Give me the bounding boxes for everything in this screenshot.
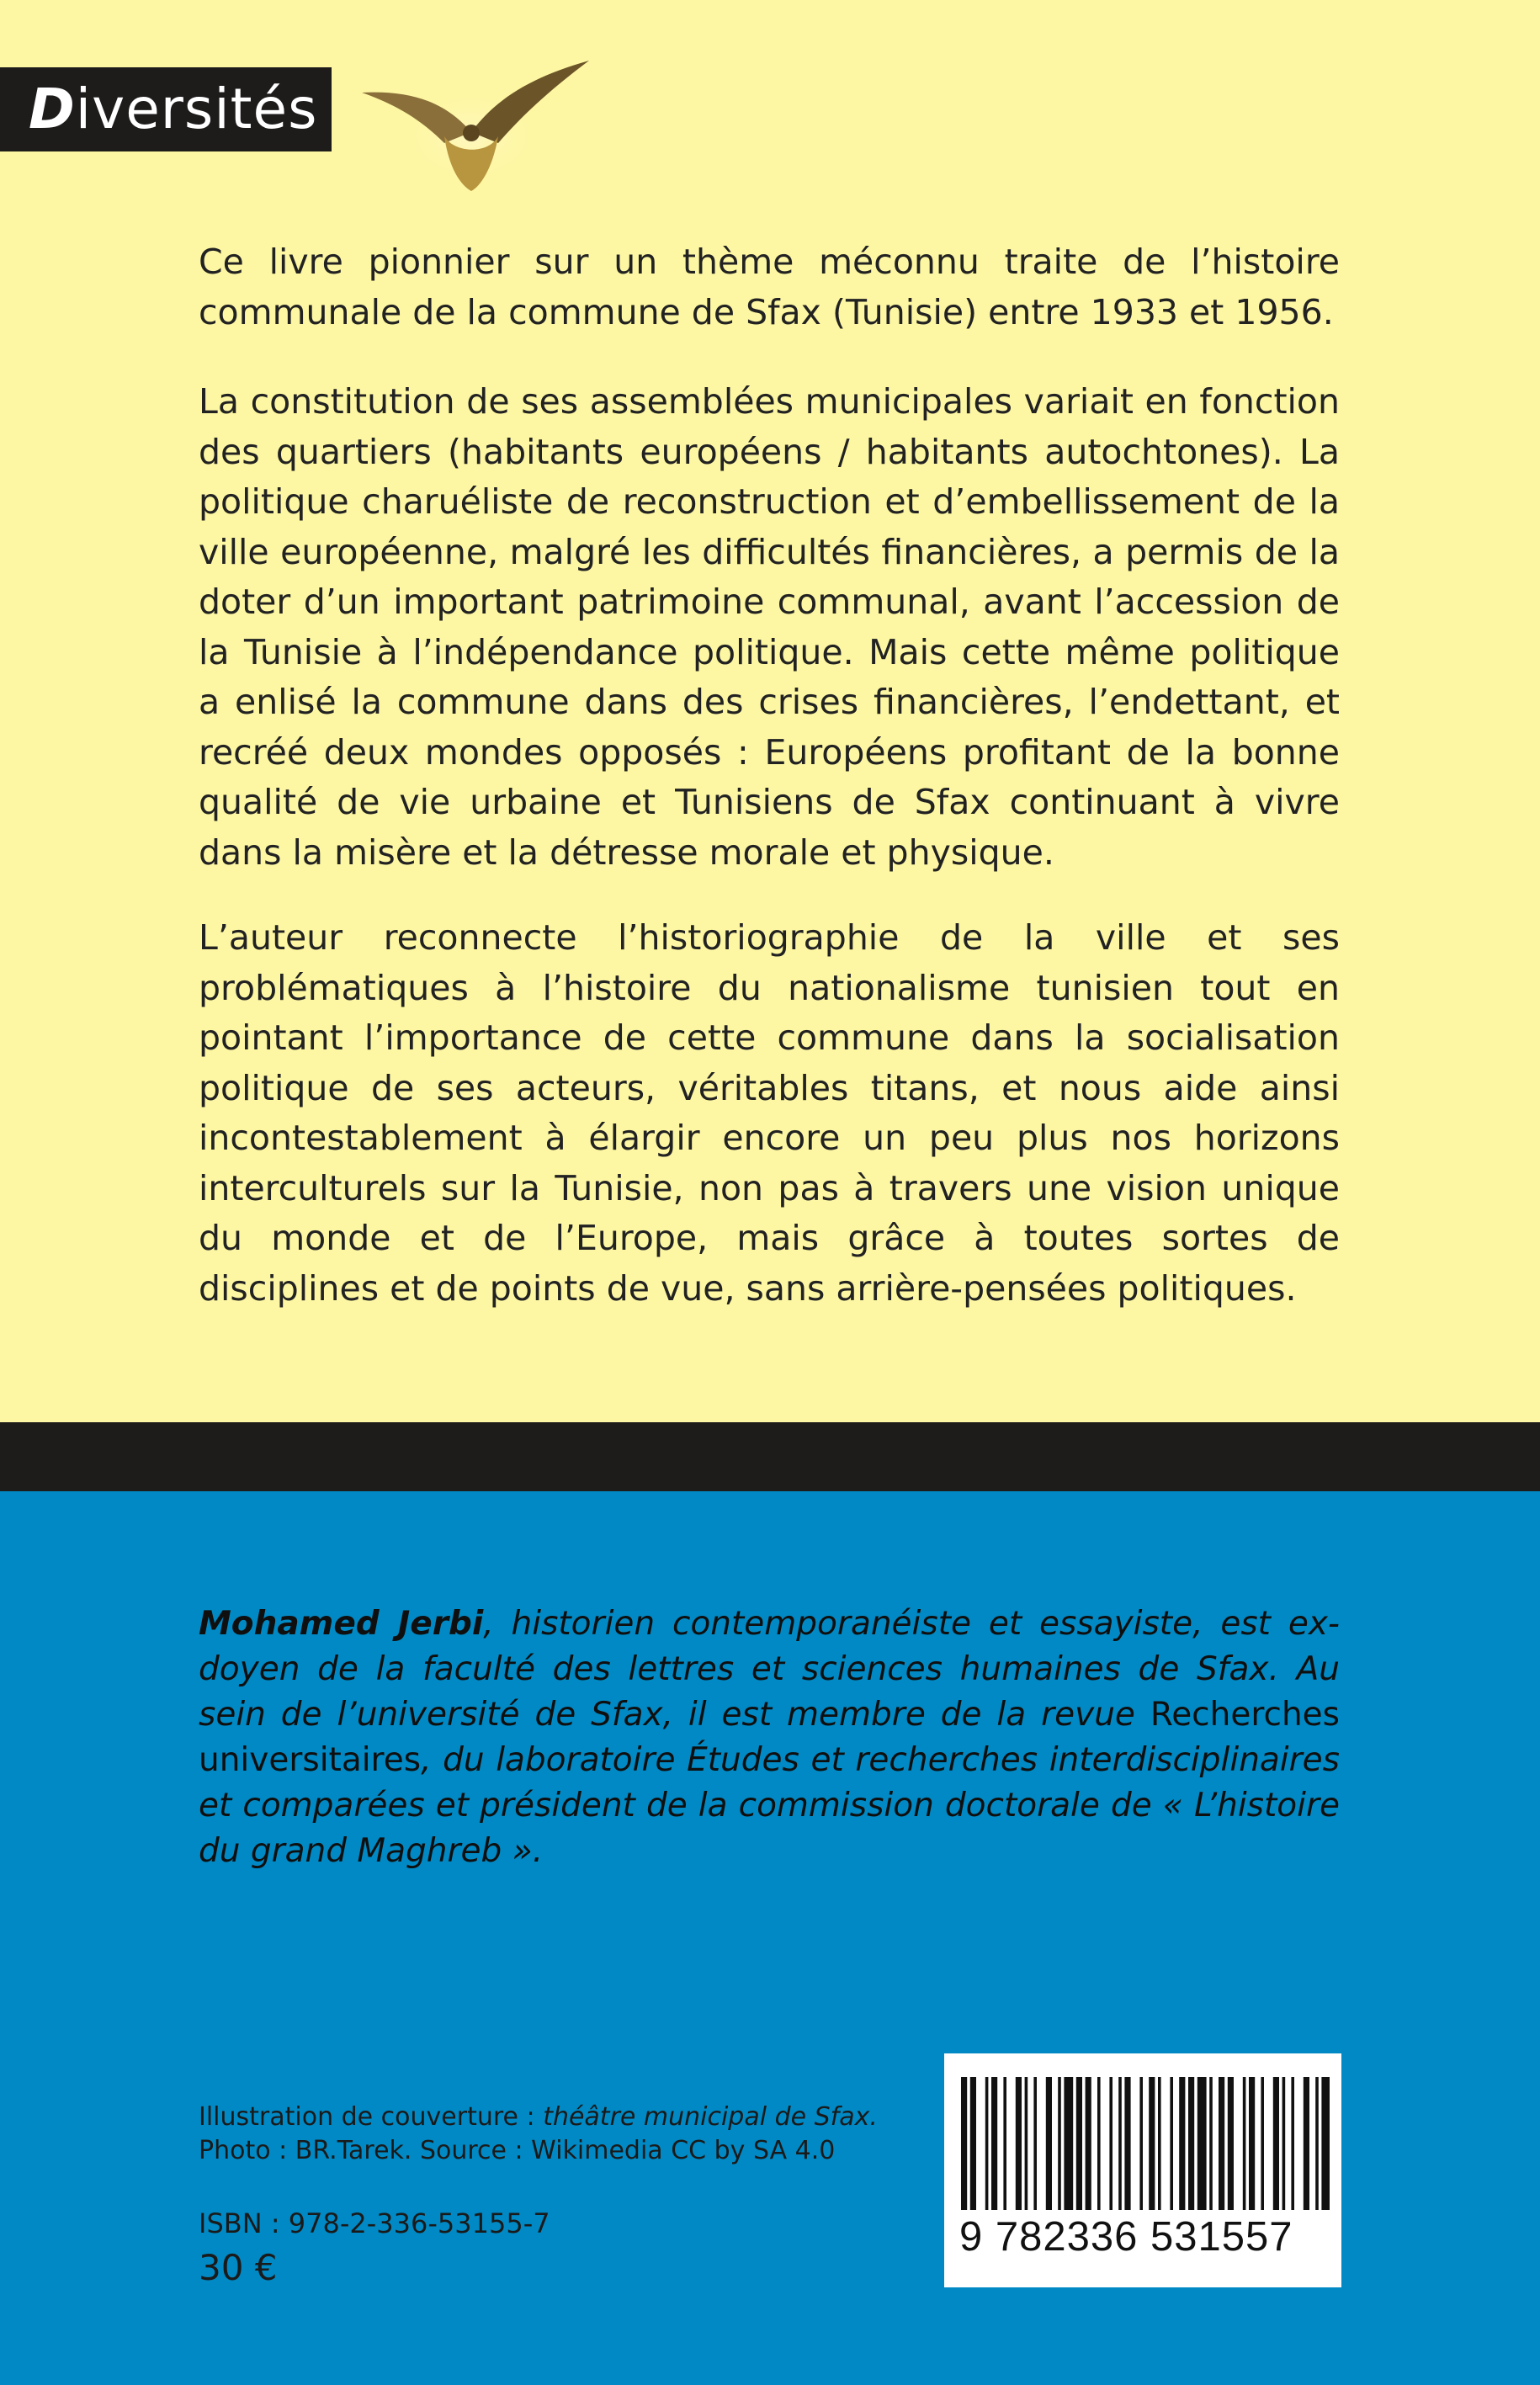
price: 30 € — [199, 2247, 278, 2288]
barcode-bar — [1179, 2077, 1185, 2210]
divider-band — [0, 1422, 1540, 1491]
barcode-bar — [1291, 2077, 1294, 2210]
author-name: Mohamed Jerbi — [199, 1605, 484, 1643]
cover-credits — [199, 2101, 956, 2168]
barcode-bar — [1124, 2077, 1130, 2210]
barcode-bar — [1058, 2077, 1061, 2210]
barcode-bar — [961, 2077, 967, 2210]
barcode-bar — [1118, 2077, 1122, 2210]
barcode-bar — [1321, 2077, 1330, 2210]
barcode-bar — [1149, 2077, 1155, 2210]
blurb-paragraph: Ce livre pionnier sur un thème méconnu traite de l’histoire communale de la commune de Sfax (Tunisie) entre 1933 et 1956. — [199, 242, 1340, 332]
series-label — [0, 67, 332, 151]
author-bio — [199, 1602, 1340, 1874]
barcode-bar — [1109, 2077, 1113, 2210]
bio-text: , du laboratoire Études et recherches interdisciplinaires et comparées et président de la commission doctorale de « L’histoire du grand Maghreb ». — [199, 1741, 1340, 1870]
journal-name: Recherches universitaires — [199, 1696, 1340, 1779]
barcode-bar — [1086, 2077, 1091, 2210]
blurb-paragraph: L’auteur reconnecte l’historiographie de la ville et ses problématiques à l’histoire du nationalisme tunisien tout en pointant l’importance de cette commune dans la socialisation politique de ses acteurs, véritables titans, et nous aide ainsi incontestablement à élargir encore un peu plus nos horizons interculturels sur la Tunisie, non pas à travers une vision unique du monde et de l’Europe, mais grâce à toutes sortes de disciplines et de points de vue, sans arrière-pensées politiques. — [199, 917, 1340, 1309]
barcode — [944, 2053, 1341, 2287]
barcode-bars — [956, 2077, 1330, 2218]
barcode-bar — [1076, 2077, 1082, 2210]
barcode-bar — [1315, 2077, 1319, 2210]
barcode-bar — [1033, 2077, 1037, 2210]
photo-credit: Photo : BR.Tarek. Source : Wikimedia CC by SA 4.0 — [199, 2136, 836, 2165]
barcode-bar — [1003, 2077, 1006, 2210]
barcode-bar — [1046, 2077, 1052, 2210]
barcode-bar — [1243, 2077, 1246, 2210]
barcode-bar — [1097, 2077, 1101, 2210]
barcode-bar — [1158, 2077, 1161, 2210]
blurb-paragraph: La constitution de ses assemblées municipales variait en fonction des quartiers (habitants européens / habitants autochtones). La politique charuéliste de reconstruction et d’embellissement de la ville européenne, malgré les difficultés financières, a permis de la doter d’un important patrimoine communal, avant l’accession de la Tunisie à l’indépendance politique. Mais cette même politique a enlisé la commune dans des crises financières, l’endettant, et recréé deux mondes opposés : Européens profitant de la bonne qualité de vie urbaine et Tunisiens de Sfax continuant à vivre dans la misère et la détresse morale et physique. — [199, 381, 1340, 873]
barcode-bar — [1170, 2077, 1173, 2210]
bio-text: , historien contemporanéiste et essayiste, est ex-doyen de la faculté des lettres et sciences humaines de Sfax. Au sein de l’université de Sfax, il est membre de la revue — [199, 1605, 1340, 1734]
barcode-bar — [1219, 2077, 1224, 2210]
barcode-bar — [1025, 2077, 1028, 2210]
barcode-bar — [1139, 2077, 1143, 2210]
barcode-bar — [1273, 2077, 1279, 2210]
barcode-bar — [1282, 2077, 1286, 2210]
barcode-bar — [1249, 2077, 1255, 2210]
barcode-bar — [1261, 2077, 1264, 2210]
series-label-rest: iversités — [75, 77, 318, 141]
barcode-bar — [1304, 2077, 1309, 2210]
credit-value: théâtre municipal de Sfax. — [543, 2102, 878, 2132]
barcode-bar — [985, 2077, 989, 2210]
barcode-bar — [1197, 2077, 1207, 2210]
barcode-bar — [1228, 2077, 1234, 2210]
barcode-digits: 9 782336 531557 — [959, 2214, 1293, 2260]
barcode-bar — [1064, 2077, 1073, 2210]
barcode-bar — [970, 2077, 976, 2210]
credit-label: Illustration de couverture : — [199, 2102, 544, 2132]
barcode-bar — [991, 2077, 997, 2210]
isbn: ISBN : 978-2-336-53155-7 — [199, 2207, 550, 2239]
series-label-initial: D — [29, 77, 76, 141]
barcode-bar — [1016, 2077, 1022, 2210]
barcode-bar — [1188, 2077, 1194, 2210]
barcode-bar — [1209, 2077, 1213, 2210]
dove-logo-icon — [345, 52, 597, 195]
